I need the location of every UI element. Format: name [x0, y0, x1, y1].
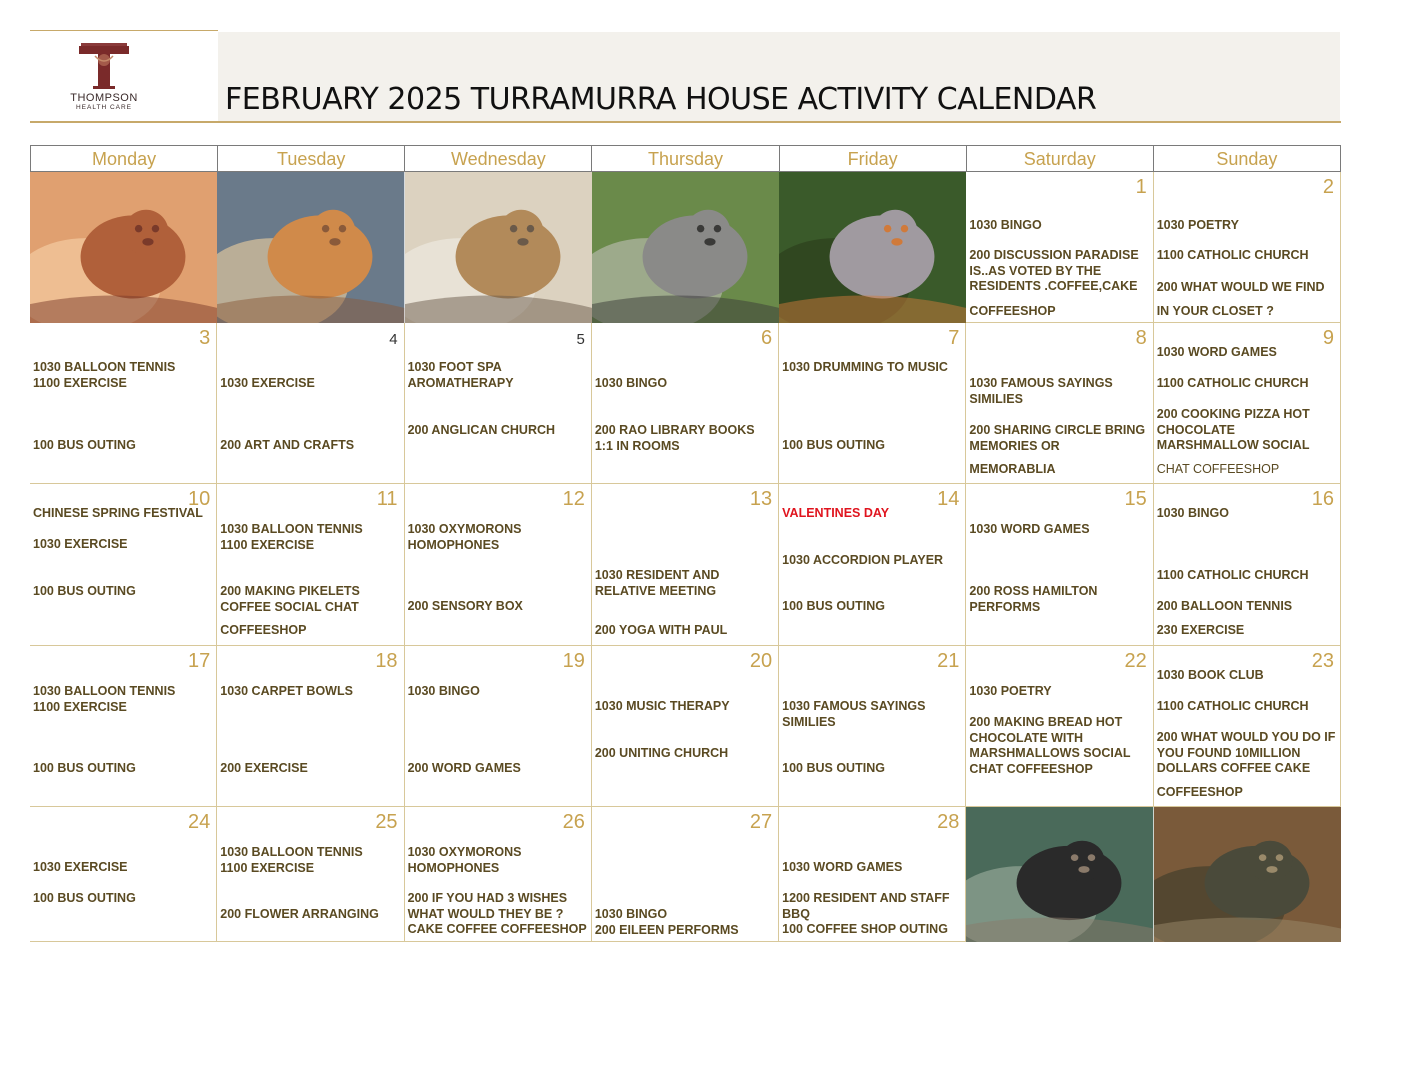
event-entry: 1030 BOOK CLUB [1156, 668, 1264, 682]
logo-rule [30, 30, 218, 31]
day-cell-12 [405, 484, 592, 646]
event-entry: 1030 ACCORDION PLAYER [782, 553, 944, 567]
event-entry: 200 SENSORY BOX [407, 599, 523, 613]
day-number: 5 [576, 331, 585, 348]
event-entry: 200 WHAT WOULD YOU DO IF YOU FOUND 10MILLION DOLLARS COFFEE CAKE [1156, 730, 1336, 775]
day-cell-16 [1154, 484, 1341, 646]
event-entry: 1030 DRUMMING TO MUSIC [782, 360, 948, 374]
day-number: 9 [1322, 327, 1334, 349]
day-cell-23 [1154, 646, 1341, 807]
event-entry: 200 ART AND CRAFTS [220, 438, 355, 452]
event-entry: 1030 BINGO [594, 376, 668, 390]
day-number: 25 [375, 811, 398, 833]
event-entry: 200 BALLOON TENNIS [1156, 599, 1293, 613]
day-number: 28 [937, 811, 960, 833]
day-number: 22 [1124, 650, 1147, 672]
day-cell-5 [405, 323, 592, 484]
event-entry: MEMORABLIA [969, 462, 1056, 476]
day-cell-21 [779, 646, 966, 807]
header-rule [30, 121, 1341, 123]
event-entry: 200 DISCUSSION PARADISE IS..AS VOTED BY THE RESIDENTS .COFFEE,CAKE [969, 248, 1139, 293]
event-entry: 1030 EXERCISE [220, 376, 315, 390]
day-number: 2 [1322, 176, 1334, 198]
event-entry: 1030 BALLOON TENNIS 1100 EXERCISE [33, 684, 176, 714]
event-entry: 1030 WORD GAMES [1156, 345, 1277, 359]
logo-name: THOMPSON [70, 92, 138, 104]
event-entry: 1030 CARPET BOWLS [220, 684, 353, 698]
day-number: 14 [937, 488, 960, 510]
day-cell-18 [217, 646, 404, 807]
day-number: 16 [1311, 488, 1334, 510]
day-cell-9 [1154, 323, 1341, 484]
water-dragon-photo [1154, 807, 1341, 942]
day-cell-24 [30, 807, 217, 942]
dingo-photo [217, 172, 404, 323]
day-cell-25 [217, 807, 404, 942]
day-cell-26 [405, 807, 592, 942]
t-logo-icon [79, 42, 129, 90]
event-entry: 1030 POETRY [1156, 218, 1239, 232]
event-entry: 1030 MUSIC THERAPY [594, 699, 730, 713]
event-entry: 200 MAKING BREAD HOT CHOCOLATE WITH MARSHMALLOWS SOCIAL CHAT COFFEESHOP [969, 715, 1131, 776]
event-entry: 200 ANGLICAN CHURCH [407, 423, 556, 437]
event-entry: 1030 WORD GAMES [969, 522, 1090, 536]
event-entry: VALENTINES DAY [782, 506, 890, 520]
weekday-sunday: Sunday [1216, 149, 1278, 169]
day-cell-28 [779, 807, 966, 942]
day-number: 26 [562, 811, 585, 833]
event-entry: 1030 WORD GAMES [782, 860, 903, 874]
weekday-saturday: Saturday [967, 146, 1154, 171]
day-number: 17 [188, 650, 211, 672]
logo-sub: HEALTH CARE [75, 104, 133, 111]
event-entry: 1030 BINGO [969, 218, 1042, 232]
day-number: 8 [1135, 327, 1147, 349]
event-entry: 1030 OXYMORONS HOMOPHONES [407, 522, 522, 552]
day-number: 1 [1135, 176, 1147, 198]
event-entry: 200 WORD GAMES [407, 761, 521, 775]
event-entry: 200 EXERCISE [220, 761, 308, 775]
event-entry: 200 YOGA WITH PAUL [594, 623, 728, 637]
day-cell-2 [1154, 172, 1341, 323]
day-number: 6 [761, 327, 773, 349]
day-number: 23 [1311, 650, 1334, 672]
koala-photo [592, 172, 779, 323]
day-number: 12 [562, 488, 585, 510]
event-entry: 200 FLOWER ARRANGING [220, 907, 379, 921]
event-entry: 200 SHARING CIRCLE BRING MEMORIES OR [969, 423, 1146, 453]
event-entry: 1100 CATHOLIC CHURCH [1156, 248, 1309, 262]
day-cell-1 [966, 172, 1153, 323]
event-entry: COFFEESHOP [1156, 785, 1243, 799]
event-entry: COFFEESHOP [220, 623, 307, 637]
event-entry: 100 BUS OUTING [33, 761, 136, 775]
day-cell-4 [217, 323, 404, 484]
thompson-logo [54, 42, 154, 120]
day-cell-17 [30, 646, 217, 807]
day-number: 15 [1124, 488, 1147, 510]
day-number: 10 [188, 488, 211, 510]
event-entry: 1030 BALLOON TENNIS 1100 EXERCISE [220, 845, 363, 875]
day-number: 3 [199, 327, 211, 349]
page-title: FEBRUARY 2025 TURRAMURRA HOUSE ACTIVITY CALENDAR [225, 82, 1097, 117]
possum-photo [966, 807, 1153, 942]
weekday-header [30, 145, 1341, 172]
event-entry: 100 BUS OUTING [782, 599, 885, 613]
event-entry: 100 BUS OUTING [33, 891, 136, 905]
weekday-thursday: Thursday [592, 146, 779, 171]
weekday-wednesday: Wednesday [405, 146, 592, 171]
event-entry: 200 ROSS HAMILTON PERFORMS [969, 584, 1098, 614]
day-number: 20 [749, 650, 773, 672]
event-entry: 230 EXERCISE [1156, 623, 1245, 637]
day-cell-13 [592, 484, 779, 646]
sea-lion-photo [405, 172, 592, 323]
event-entry: 1100 CATHOLIC CHURCH [1156, 376, 1309, 390]
weekday-monday: Monday [31, 146, 218, 171]
day-cell-27 [592, 807, 779, 942]
event-entry: 100 BUS OUTING [33, 584, 136, 598]
weekday-tuesday: Tuesday [218, 146, 405, 171]
day-cell-7 [779, 323, 966, 484]
day-cell-3 [30, 323, 217, 484]
event-entry: 1030 POETRY [969, 684, 1052, 698]
event-entry: 200 RAO LIBRARY BOOKS 1:1 IN ROOMS [594, 423, 755, 453]
day-number: 13 [749, 488, 773, 510]
day-number: 24 [188, 811, 211, 833]
event-entry: 1100 CATHOLIC CHURCH [1156, 568, 1309, 582]
event-entry: 1030 EXERCISE [33, 537, 128, 551]
day-cell-8 [966, 323, 1153, 484]
event-entry: 1030 FOOT SPA AROMATHERAPY [407, 360, 514, 390]
day-number: 21 [937, 650, 960, 672]
event-entry: 1030 BINGO 200 EILEEN PERFORMS [594, 907, 739, 937]
day-number: 7 [948, 327, 960, 349]
day-number: 11 [376, 488, 398, 510]
day-cell-20 [592, 646, 779, 807]
day-cell-22 [966, 646, 1153, 807]
day-cell-14 [779, 484, 966, 646]
event-entry: 1030 EXERCISE [33, 860, 128, 874]
event-entry: 100 BUS OUTING [33, 438, 136, 452]
day-cell-15 [966, 484, 1153, 646]
event-entry: 1030 FAMOUS SAYINGS SIMILIES [969, 376, 1113, 406]
day-number: 4 [389, 331, 398, 348]
calendar [30, 145, 1341, 942]
event-entry: 1100 CATHOLIC CHURCH [1156, 699, 1309, 713]
event-entry: 1030 BALLOON TENNIS 1100 EXERCISE [33, 360, 176, 390]
day-cell-11 [217, 484, 404, 646]
day-number: 27 [749, 811, 773, 833]
event-entry: 200 COOKING PIZZA HOT CHOCOLATE MARSHMALLOW SOCIAL [1156, 407, 1310, 452]
day-cell-10 [30, 484, 217, 646]
kangaroo-photo [30, 172, 217, 323]
event-entry: 100 BUS OUTING [782, 761, 885, 775]
event-entry: 200 UNITING CHURCH [594, 746, 729, 760]
weekday-friday: Friday [780, 146, 967, 171]
day-cell-6 [592, 323, 779, 484]
event-entry: 1030 RESIDENT AND RELATIVE MEETING [594, 568, 720, 598]
sugar-glider-photo [779, 172, 966, 323]
day-number: 18 [375, 650, 398, 672]
event-entry: COFFEESHOP [969, 304, 1056, 318]
event-entry: 200 WHAT WOULD WE FIND [1156, 280, 1325, 294]
event-entry: 1030 BINGO [407, 684, 480, 698]
event-entry: 200 MAKING PIKELETS COFFEE SOCIAL CHAT [220, 584, 360, 614]
event-entry: CHINESE SPRING FESTIVAL [33, 506, 203, 520]
event-entry: 1030 OXYMORONS HOMOPHONES [407, 845, 522, 875]
event-entry: IN YOUR CLOSET ? [1156, 304, 1274, 318]
event-entry: 1030 FAMOUS SAYINGS SIMILIES [782, 699, 926, 729]
event-entry: 1030 BALLOON TENNIS 1100 EXERCISE [220, 522, 363, 552]
event-entry: 100 BUS OUTING [782, 438, 885, 452]
event-entry: 1030 BINGO [1156, 506, 1229, 520]
day-cell-19 [405, 646, 592, 807]
event-entry: CHAT COFFEESHOP [1156, 462, 1280, 476]
event-entry: 200 IF YOU HAD 3 WISHES WHAT WOULD THEY BE ? CAKE COFFEE COFFEESHOP [407, 891, 587, 936]
event-entry: 1200 RESIDENT AND STAFF BBQ 100 COFFEE SHOP OUTING [782, 891, 950, 936]
day-number: 19 [562, 650, 585, 672]
